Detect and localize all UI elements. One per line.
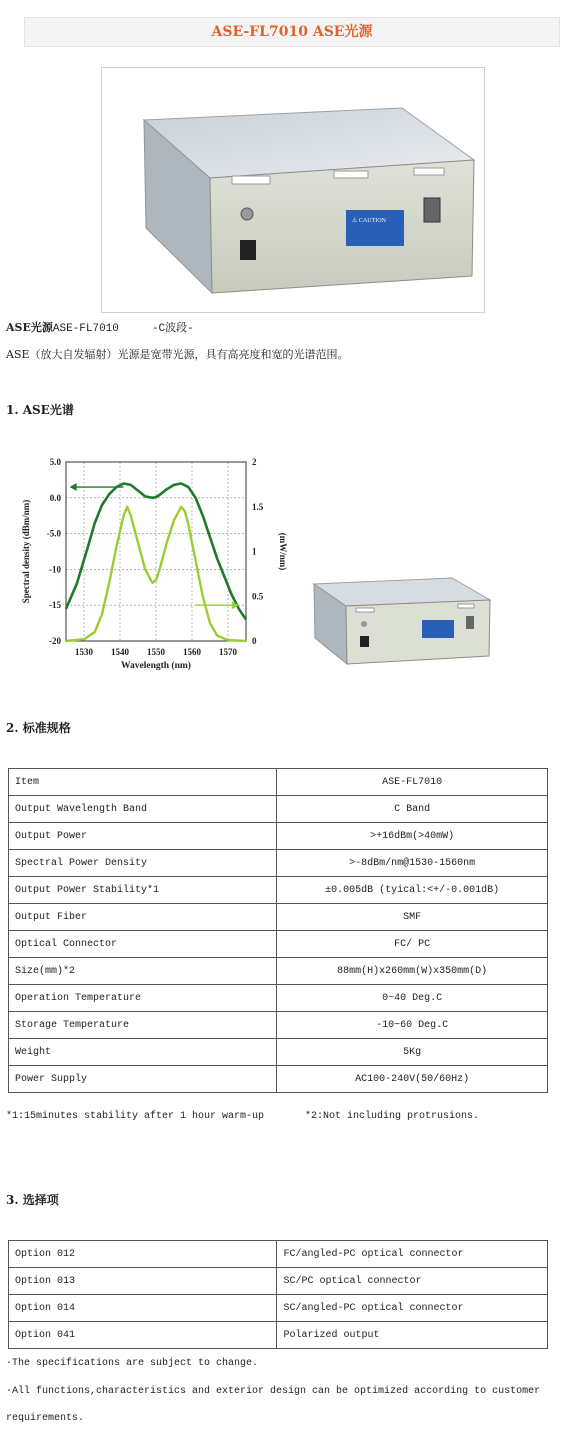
x-tick-label: 1530 <box>75 647 93 657</box>
spec-row <box>9 769 548 796</box>
product-photo-small <box>306 572 494 670</box>
y-tick-label: -15 <box>49 600 61 611</box>
spec-label-cell: Operation Temperature <box>9 985 277 1012</box>
device-illustration <box>102 68 484 312</box>
y-axis-label: Spectral density (dBm/nm) <box>21 499 31 604</box>
spec-label-cell: Output Fiber <box>9 904 277 931</box>
option-row <box>9 1295 548 1322</box>
spec-row <box>9 1012 548 1039</box>
y2-tick-label: 2 <box>252 457 257 467</box>
spec-value-cell: 5Kg <box>277 1039 548 1066</box>
spec-value-cell: >+16dBm(>40mW) <box>277 823 548 850</box>
spec-row <box>9 823 548 850</box>
option-value-cell: FC/angled-PC optical connector <box>277 1241 548 1268</box>
spec-value-cell: SMF <box>277 904 548 931</box>
spec-label-cell: Weight <box>9 1039 277 1066</box>
series-axis-arrowhead-left <box>70 483 77 491</box>
ase-spectrum-chart <box>18 450 288 682</box>
spec-label-cell: Item <box>9 769 277 796</box>
option-label-cell: Option 041 <box>9 1322 277 1349</box>
y2-tick-label: 1 <box>252 546 257 557</box>
section-heading-specs: 2. 标准规格 <box>6 721 71 735</box>
spec-label-cell: Optical Connector <box>9 931 277 958</box>
y-tick-label: -5.0 <box>46 528 61 539</box>
option-label-cell: Option 012 <box>9 1241 277 1268</box>
spec-value-cell: -10~60 Deg.C <box>277 1012 548 1039</box>
y2-tick-label: 0 <box>252 636 257 646</box>
spec-label-cell: Output Power <box>9 823 277 850</box>
spec-value-cell: >-8dBm/nm@1530-1560nm <box>277 850 548 877</box>
spec-row <box>9 985 548 1012</box>
spec-label-cell: Output Wavelength Band <box>9 796 277 823</box>
spec-label-cell: Power Supply <box>9 1066 277 1093</box>
y-tick-label: -10 <box>49 564 61 575</box>
option-label-cell: Option 013 <box>9 1268 277 1295</box>
options-table <box>8 1240 548 1349</box>
footnote-3: requirements. <box>6 1413 85 1424</box>
section-heading-spectrum: 1. ASE光谱 <box>6 403 74 417</box>
spec-note-2: *2:Not including protrusions. <box>305 1111 480 1122</box>
spec-label-cell: Size(mm)*2 <box>9 958 277 985</box>
x-tick-label: 1570 <box>219 647 237 657</box>
option-row <box>9 1241 548 1268</box>
product-description: ASE（放大自发辐射）光源是宽带光源，具有高亮度和宽的光谱范围。 <box>6 348 349 361</box>
option-value-cell: SC/PC optical connector <box>277 1268 548 1295</box>
product-model: ASE-FL7010 -C波段- <box>52 323 194 335</box>
x-tick-label: 1550 <box>147 647 165 657</box>
y2-tick-label: 1.5 <box>252 501 264 512</box>
footnote-2: ·All functions,characteristics and exterior design can be optimized according to customer <box>6 1386 541 1397</box>
caution-label: ⚠ CAUTION <box>352 218 386 224</box>
spec-row <box>9 877 548 904</box>
spec-row <box>9 931 548 958</box>
product-line <box>6 319 194 335</box>
y-tick-label: -20 <box>49 636 61 646</box>
section-heading-options: 3. 选择项 <box>6 1193 59 1207</box>
spec-value-cell: C Band <box>277 796 548 823</box>
spec-label-cell: Spectral Power Density <box>9 850 277 877</box>
spec-row <box>9 904 548 931</box>
page-title: ASE-FL7010 ASE光源 <box>24 17 560 47</box>
option-value-cell: Polarized output <box>277 1322 548 1349</box>
device-illustration-small <box>306 572 494 670</box>
spec-value-cell: ASE-FL7010 <box>277 769 548 796</box>
product-photo <box>101 67 485 313</box>
y-tick-label: 5.0 <box>49 457 61 467</box>
footnote-1: ·The specifications are subject to change. <box>6 1358 259 1369</box>
y-tick-label: 0.0 <box>49 492 61 503</box>
spec-row <box>9 796 548 823</box>
spec-value-cell: FC/ PC <box>277 931 548 958</box>
spec-value-cell: ±0.005dB (tyical:<+/-0.001dB) <box>277 877 548 904</box>
product-name-bold: ASE光源 <box>6 321 53 334</box>
option-row <box>9 1268 548 1295</box>
spec-value-cell: 88mm(H)x260mm(W)x350mm(D) <box>277 958 548 985</box>
spec-row <box>9 1039 548 1066</box>
spec-value-cell: AC100-240V(50/60Hz) <box>277 1066 548 1093</box>
spec-row <box>9 958 548 985</box>
spec-table <box>8 768 548 1093</box>
spec-note-1: *1:15minutes stability after 1 hour warm-up <box>6 1111 265 1122</box>
spec-row <box>9 1066 548 1093</box>
y2-axis-label: (mW/nm) <box>278 532 288 571</box>
spec-label-cell: Output Power Stability*1 <box>9 877 277 904</box>
spec-value-cell: 0~40 Deg.C <box>277 985 548 1012</box>
spec-row <box>9 850 548 877</box>
spec-label-cell: Storage Temperature <box>9 1012 277 1039</box>
x-axis-label: Wavelength (nm) <box>121 661 191 671</box>
option-value-cell: SC/angled-PC optical connector <box>277 1295 548 1322</box>
y2-tick-label: 0.5 <box>252 591 264 602</box>
option-label-cell: Option 014 <box>9 1295 277 1322</box>
x-tick-label: 1560 <box>183 647 201 657</box>
option-row <box>9 1322 548 1349</box>
x-tick-label: 1540 <box>111 647 129 657</box>
